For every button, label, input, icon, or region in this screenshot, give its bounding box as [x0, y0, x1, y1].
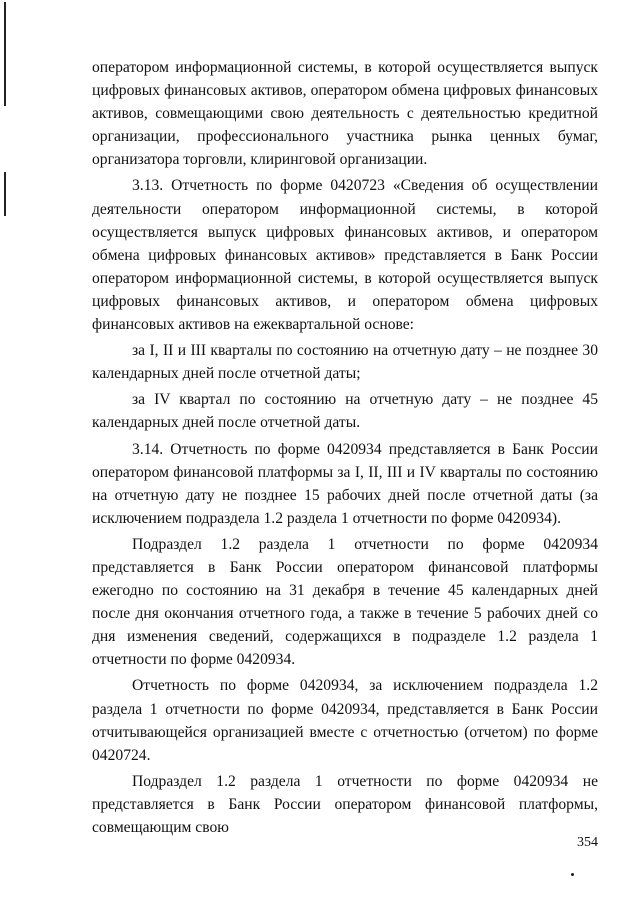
document-body — [92, 56, 598, 842]
paragraph: оператором информационной системы, в которой осуществляется выпуск цифровых финансовых активов, оператором обмена цифровых финансовых активов, совмещающими свою деятельность с деятельностью кредитной организации, профессионального участника рынка ценных бумаг, организатора торговли, клиринговой организации. — [92, 59, 598, 169]
paragraph: Подраздел 1.2 раздела 1 отчетности по форме 0420934 не представляется в Банк России оператором финансовой платформы, совмещающим свою — [92, 772, 598, 836]
paragraph: за IV квартал по состоянию на отчетную дату – не позднее 45 календарных дней после отчетной даты. — [92, 391, 598, 432]
paragraph: Подраздел 1.2 раздела 1 отчетности по форме 0420934 представляется в Банк России оператором финансовой платформы ежегодно по состоянию на 31 декабря в течение 45 календарных дней после дня окончания отчетного года, а также в течение 5 рабочих дней со дня изменения сведений, содержащихся в подразделе 1.2 раздела 1 отчетности по форме 0420934. — [92, 535, 598, 669]
paragraph: 3.13. Отчетность по форме 0420723 «Сведения об осуществлении деятельности оператором информационной системы, в которой осуществляется выпуск цифровых финансовых активов, и оператором обмена цифровых финансовых активов» представляется в Банк России оператором информационной системы, в которой осуществляется выпуск цифровых финансовых активов, и оператором обмена цифровых финансовых активов на ежеквартальной основе: — [92, 177, 598, 334]
paragraph: за I, II и III кварталы по состоянию на отчетную дату – не позднее 30 календарных дней после отчетной даты; — [92, 342, 598, 383]
margin-change-bar — [4, 172, 6, 216]
scan-dot — [571, 873, 574, 876]
margin-change-bar — [4, 2, 6, 106]
paragraph: 3.14. Отчетность по форме 0420934 представляется в Банк России оператором финансовой платформы за I, II, III и IV кварталы по состоянию на отчетную дату не позднее 15 рабочих дней после отчетной даты (за исключением подраздела 1.2 раздела 1 отчетности по форме 0420934). — [92, 440, 598, 527]
page-number: 354 — [577, 835, 598, 850]
paragraph: Отчетность по форме 0420934, за исключением подраздела 1.2 раздела 1 отчетности по форме 0420934, представляется в Банк России отчитывающейся организацией вместе с отчетностью (отчетом) по форме 0420724. — [92, 677, 598, 764]
